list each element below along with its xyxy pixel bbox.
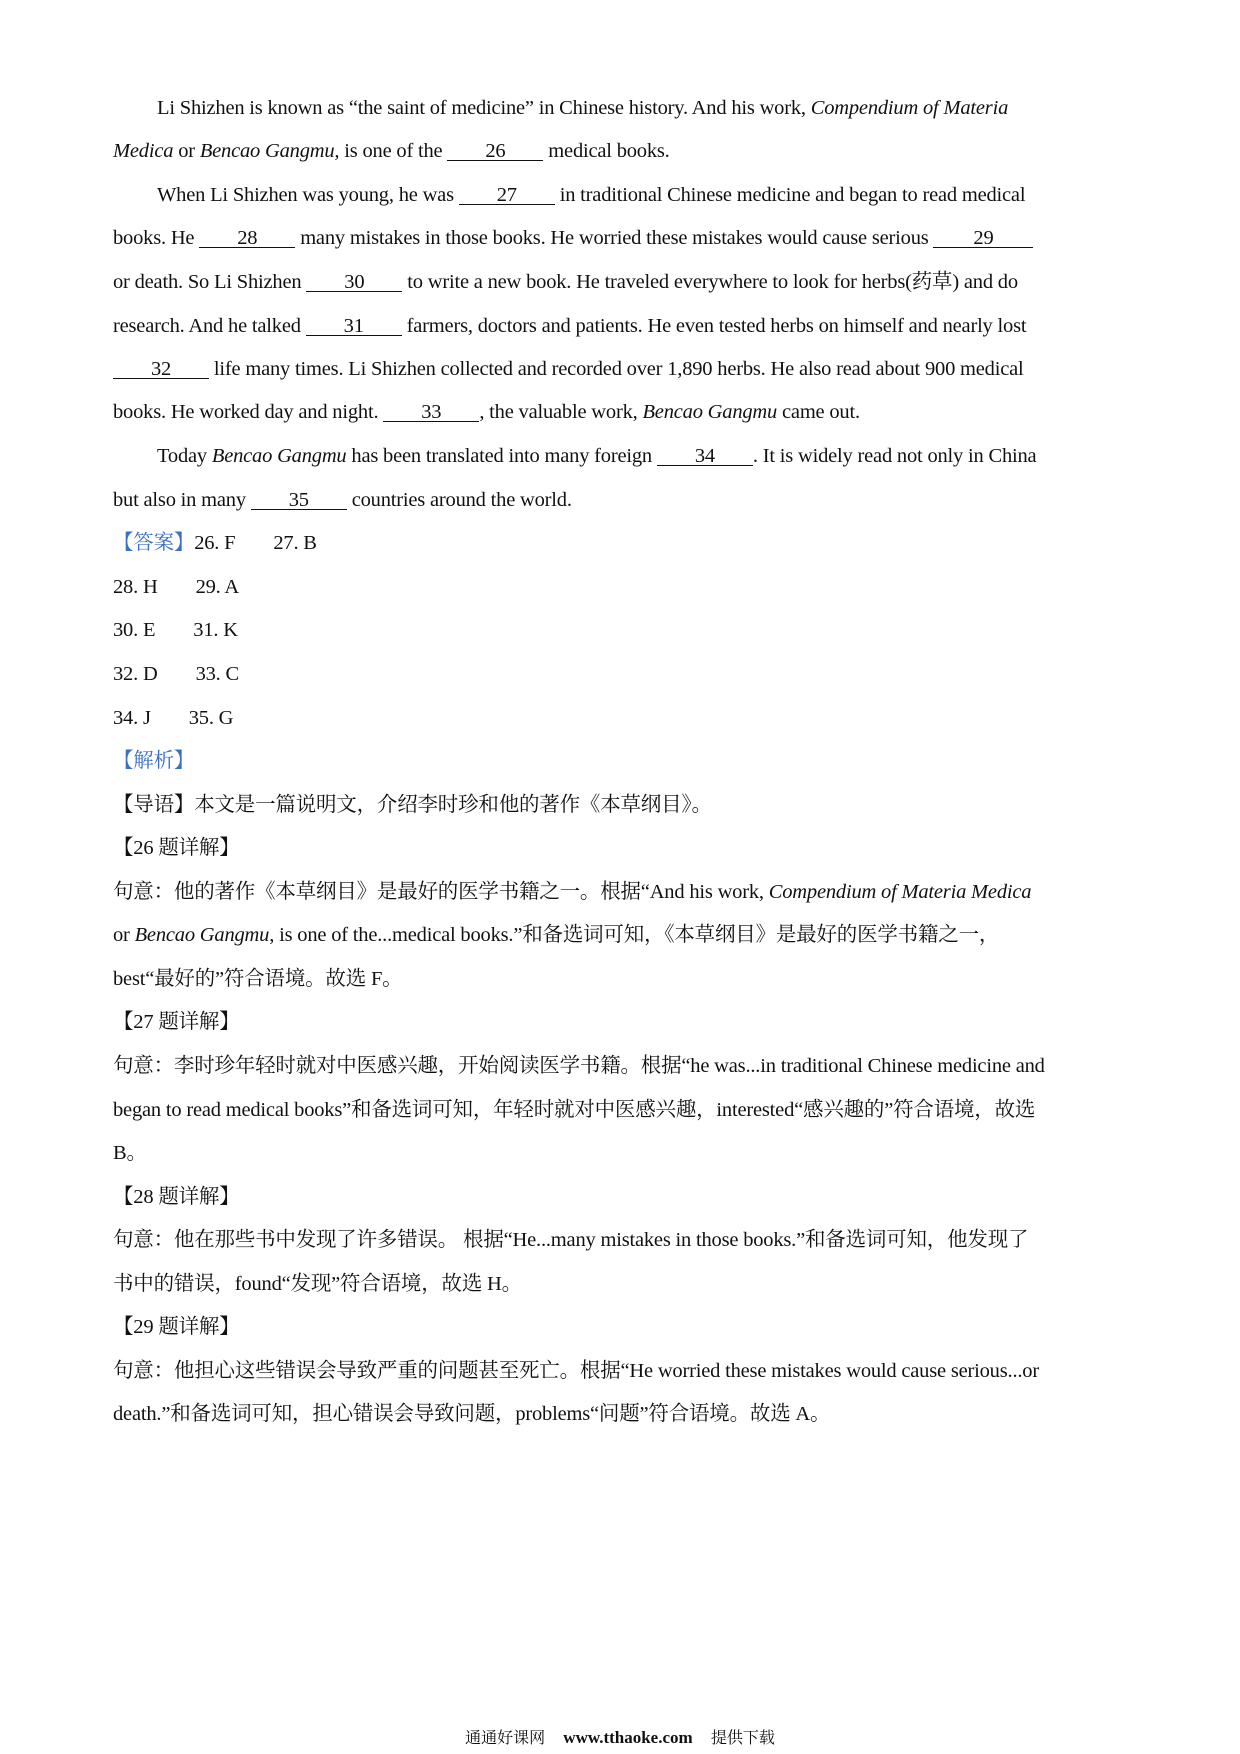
book-title: Bencao Gangmu, — [199, 140, 340, 162]
passage-text: or — [173, 140, 200, 162]
blank-27: 27 — [459, 180, 555, 205]
passage-line — [113, 485, 1133, 515]
passage-line — [113, 397, 1133, 427]
passage-line — [113, 354, 1133, 384]
passage-text: research. And he talked — [113, 315, 306, 337]
analysis-line: 书中的错误，found“发现”符合语境，故选 H。 — [113, 1273, 522, 1295]
passage-line — [157, 180, 1137, 210]
passage-text: life many times. Li Shizhen collected and recorded over 1,890 herbs. He also read about 900 medical — [209, 358, 1024, 380]
q28-heading: 【28 题详解】 — [113, 1186, 240, 1208]
analysis-text: or — [113, 924, 135, 946]
passage-line — [157, 441, 1137, 471]
answer-item: 26. F — [194, 532, 236, 554]
blank-34: 34 — [657, 441, 753, 466]
analysis-text: , is one of the...medical books.”和备选词可知，《本草纲目》是最好的医学书籍之一， — [269, 924, 1000, 946]
passage-text: many mistakes in those books. He worried these mistakes would cause serious — [295, 227, 934, 249]
book-title: Medica — [113, 140, 174, 162]
analysis-tag-line — [113, 746, 1133, 776]
blank-30: 30 — [306, 267, 402, 292]
blank-28: 28 — [199, 223, 295, 248]
answer-item: 30. E — [113, 619, 156, 641]
passage-text: countries around the world. — [346, 489, 572, 511]
analysis-line: 句意：李时珍年轻时就对中医感兴趣，开始阅读医学书籍。根据“he was...in traditional Chinese medicine and — [113, 1055, 1045, 1077]
analysis-line: best“最好的”符合语境。故选 F。 — [113, 968, 403, 990]
answer-line — [113, 572, 1133, 602]
passage-text: to write a new book. He traveled everywhere to look for herbs(药草) and do — [402, 271, 1018, 293]
book-title: Bencao Gangmu — [211, 445, 347, 467]
analysis-text: 句意：他的著作《本草纲目》是最好的医学书籍之一。根据“And his work, — [113, 881, 769, 903]
passage-text: Li Shizhen is known as “the saint of medicine” in Chinese history. And his work, — [157, 97, 811, 119]
passage-text: When Li Shizhen was young, he was — [157, 184, 459, 206]
passage-line — [113, 311, 1133, 341]
analysis-line — [113, 920, 1133, 950]
answer-item: 28. H — [113, 576, 158, 598]
passage-text: . It is widely read not only in China — [752, 445, 1037, 467]
passage-line — [113, 223, 1133, 253]
answer-item: 35. G — [188, 707, 234, 729]
passage-text: but also in many — [113, 489, 251, 511]
blank-29: 29 — [933, 223, 1033, 248]
book-title: Compendium of Materia Medica — [768, 881, 1032, 903]
answer-item: 31. K — [193, 619, 238, 641]
answer-line — [113, 528, 1133, 558]
passage-text: has been translated into many foreign — [346, 445, 657, 467]
analysis-line — [113, 877, 1133, 907]
passage-text: came out. — [777, 401, 860, 423]
passage-text: is one of the — [339, 140, 448, 162]
q26-heading: 【26 题详解】 — [113, 837, 240, 859]
answer-item: 27. B — [273, 532, 317, 554]
answer-line — [113, 615, 1133, 645]
answer-item: 32. D — [113, 663, 158, 685]
blank-32: 32 — [113, 354, 209, 379]
passage-text: Today — [157, 445, 212, 467]
book-title: Compendium of Materia — [810, 97, 1009, 119]
book-title: Bencao Gangmu — [642, 401, 778, 423]
answer-item: 34. J — [113, 707, 151, 729]
page-footer — [0, 1725, 1240, 1748]
passage-text: or death. So Li Shizhen — [113, 271, 307, 293]
analysis-line: 句意：他担心这些错误会导致严重的问题甚至死亡。根据“He worried these mistakes would cause serious...or — [113, 1360, 1039, 1382]
answer-item: 29. A — [195, 576, 239, 598]
passage-text: , the valuable work, — [479, 401, 643, 423]
passage-line — [157, 93, 1137, 123]
book-title: Bencao Gangmu — [134, 924, 270, 946]
passage-text: farmers, doctors and patients. He even tested herbs on himself and nearly lost — [401, 315, 1027, 337]
passage-text: books. He — [113, 227, 200, 249]
answer-item: 33. C — [195, 663, 239, 685]
passage-text: medical books. — [543, 140, 670, 162]
passage-line — [113, 136, 1133, 166]
q27-heading: 【27 题详解】 — [113, 1011, 240, 1033]
analysis-line: B。 — [113, 1142, 147, 1164]
analysis-tag: 【解析】 — [113, 750, 195, 772]
passage-text: books. He worked day and night. — [113, 401, 384, 423]
footer-site-name: 通通好课网 — [465, 1728, 546, 1747]
q29-heading: 【29 题详解】 — [113, 1316, 240, 1338]
blank-33: 33 — [383, 397, 479, 422]
blank-35: 35 — [251, 485, 347, 510]
analysis-intro: 【导语】本文是一篇说明文，介绍李时珍和他的著作《本草纲目》。 — [113, 794, 712, 816]
passage-line — [113, 267, 1133, 297]
footer-url[interactable]: www.tthaoke.com — [563, 1728, 693, 1747]
answer-tag: 【答案】 — [113, 532, 195, 554]
analysis-line: death.”和备选词可知，担心错误会导致问题，problems“问题”符合语境。故选 A。 — [113, 1403, 831, 1425]
analysis-line: 句意：他在那些书中发现了许多错误。 根据“He...many mistakes in those books.”和备选词可知，他发现了 — [113, 1229, 1029, 1251]
answer-line — [113, 659, 1133, 689]
blank-31: 31 — [306, 311, 402, 336]
answer-line — [113, 703, 1133, 733]
analysis-line: began to read medical books”和备选词可知，年轻时就对中医感兴趣，interested“感兴趣的”符合语境，故选 — [113, 1099, 1036, 1121]
footer-note: 提供下载 — [710, 1728, 775, 1747]
blank-26: 26 — [447, 136, 543, 161]
passage-text: in traditional Chinese medicine and began to read medical — [554, 184, 1026, 206]
